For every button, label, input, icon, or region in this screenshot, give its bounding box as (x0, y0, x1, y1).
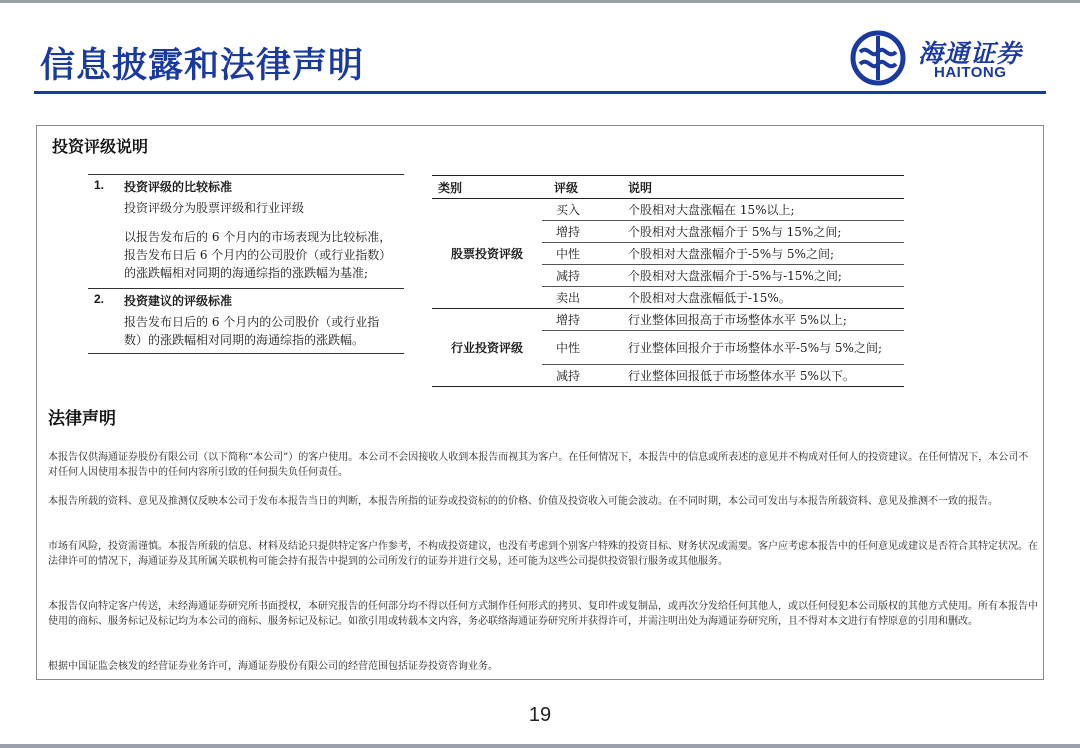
item-number: 2. (94, 292, 105, 306)
haitong-emblem-icon (850, 30, 906, 86)
criteria-paragraph: 报告发布日后的 6 个月内的公司股价（或行业指数）的涨跌幅相对同期的海通综指的涨跌幅。 (124, 315, 380, 347)
title-underline (34, 91, 1046, 94)
item-title: 投资建议的评级标准 (124, 294, 233, 308)
rating-cell: 增持 (542, 309, 626, 331)
logo-text-en: HAITONG (934, 64, 1007, 81)
rating-cell: 增持 (542, 221, 626, 243)
rating-cell: 买入 (542, 199, 626, 221)
description-cell: 行业整体回报高于市场整体水平 5%以上; (626, 309, 904, 331)
item-title: 投资评级的比较标准 (124, 180, 233, 194)
rating-cell: 中性 (542, 243, 626, 265)
table-row (432, 309, 904, 331)
divider (88, 353, 404, 354)
page-number: 19 (528, 704, 552, 726)
legal-paragraph: 市场有风险，投资需谨慎。本报告所载的信息、材料及结论只提供特定客户作参考，不构成投资建议，也没有考虑到个别客户特殊的投资目标、财务状况或需要。客户应考虑本报告中的任何意见或建议是否符合其特定状况。在法律许可的情况下，海通证券及其所属关联机构可能会持有报告中提到的公司所发行的证券并进行交易，还可能为这些公司提供投资银行服务或其他服务。 (48, 541, 1038, 567)
top-border (0, 0, 1080, 3)
table-row (432, 199, 904, 221)
description-cell: 个股相对大盘涨幅介于-5%与-15%之间; (626, 265, 904, 287)
description-cell: 个股相对大盘涨幅在 15%以上; (626, 199, 904, 221)
table-header-row (432, 176, 904, 199)
description-cell: 个股相对大盘涨幅介于 5%与 15%之间; (626, 221, 904, 243)
legal-paragraph: 本报告所载的资料、意见及推测仅反映本公司于发布本报告当日的判断，本报告所指的证券或投资标的的价格、价值及投资收入可能会波动。在不同时期，本公司可发出与本报告所载资料、意见及推测不一致的报告。 (48, 496, 998, 507)
criteria-item-2-title (88, 289, 404, 313)
criteria-paragraph: 以报告发布后的 6 个月内的市场表现为比较标准，报告发布日后 6 个月内的公司股价（或行业指数）的涨跌幅相对同期的海通综指的涨跌幅为基准; (124, 230, 392, 280)
header-description: 说明 (626, 176, 904, 199)
description-cell: 个股相对大盘涨幅低于-15%。 (626, 287, 904, 309)
rating-cell: 减持 (542, 365, 626, 387)
logo-text-cn: 海通证券 (918, 39, 1023, 68)
rating-table (432, 175, 904, 387)
rating-cell: 卖出 (542, 287, 626, 309)
page-title: 信息披露和法律声明 (40, 45, 365, 86)
legal-paragraph: 根据中国证监会核发的经营证券业务许可，海通证券股份有限公司的经营范围包括证券投资咨询业务。 (48, 661, 498, 672)
rating-criteria (88, 174, 404, 354)
header-rating: 评级 (542, 176, 626, 199)
rating-section-heading: 投资评级说明 (52, 137, 149, 156)
legal-paragraph: 本报告仅供海通证券股份有限公司（以下简称“本公司”）的客户使用。本公司不会因接收人收到本报告而视其为客户。在任何情况下，本报告中的信息或所表述的意见并不构成对任何人的投资建议。在任何情况下，本公司不对任何人因使用本报告中的任何内容所引致的任何损失负任何责任。 (48, 452, 1029, 478)
description-cell: 个股相对大盘涨幅介于-5%与 5%之间; (626, 243, 904, 265)
rating-cell: 中性 (542, 331, 626, 365)
header-category: 类别 (432, 176, 542, 199)
item-number: 1. (94, 178, 105, 192)
haitong-logo (850, 30, 1050, 86)
legal-paragraph: 本报告仅向特定客户传送，未经海通证券研究所书面授权，本研究报告的任何部分均不得以任何方式制作任何形式的拷贝、复印件或复制品，或再次分发给任何其他人，或以任何侵犯本公司版权的其他方式使用。所有本报告中使用的商标、服务标记及标记均为本公司的商标、服务标记及标记。如欲引用或转载本文内容，务必联络海通证券研究所并获得许可，并需注明出处为海通证券研究所，且不得对本文进行有悖原意的引用和删改。 (48, 601, 1038, 627)
criteria-item-1-title (88, 175, 404, 199)
description-cell: 行业整体回报介于市场整体水平-5%与 5%之间; (626, 331, 904, 365)
stock-category-cell: 股票投资评级 (432, 199, 542, 309)
description-cell: 行业整体回报低于市场整体水平 5%以下。 (626, 365, 904, 387)
legal-section-heading: 法律声明 (48, 409, 116, 429)
criteria-paragraph: 投资评级分为股票评级和行业评级 (124, 201, 305, 215)
rating-cell: 减持 (542, 265, 626, 287)
industry-category-cell: 行业投资评级 (432, 309, 542, 387)
bottom-border (0, 744, 1080, 748)
